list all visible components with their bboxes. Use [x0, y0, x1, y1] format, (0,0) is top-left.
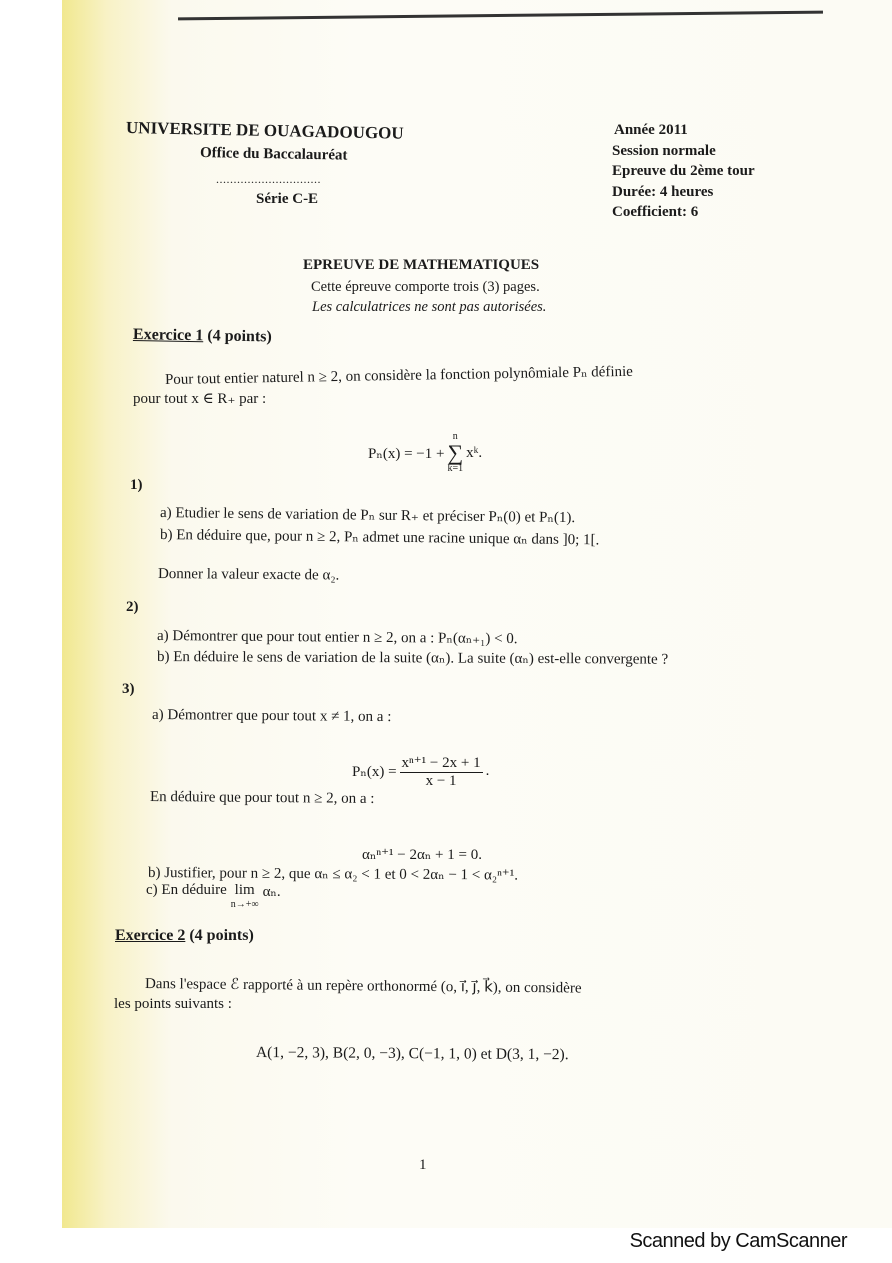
university-name: UNIVERSITE DE OUAGADOUGOU [125, 118, 404, 143]
question-1a: a) Etudier le sens de variation de Pₙ sur R₊ et préciser Pₙ(0) et Pₙ(1). [159, 505, 576, 527]
epreuve-tour: Epreuve du 2ème tour [612, 163, 755, 179]
page-number: 1 [419, 1157, 427, 1173]
pages-note: Cette épreuve comporte trois (3) pages. [311, 279, 540, 295]
question-3b: b) Justifier, pour n ≥ 2, que αₙ ≤ α₂ < 1 et 0 < 2αₙ − 1 < α₂ⁿ⁺¹. [147, 865, 519, 884]
q3-formula-denominator: x − 1 [425, 773, 457, 789]
polynomial-definition [368, 432, 482, 474]
alpha-equation: αₙⁿ⁺¹ − 2αₙ + 1 = 0. [362, 847, 482, 863]
scanned-page [62, 0, 892, 1228]
exercice2-points: (4 points) [189, 927, 254, 944]
office-name: Office du Baccalauréat [199, 145, 348, 164]
q3-formula-lhs: Pₙ(x) = [352, 764, 397, 780]
calculator-note: Les calculatrices ne sont pas autorisées. [312, 299, 547, 315]
exercice1-title: Exercice 1 [132, 326, 204, 345]
sum-symbol: ∑ [447, 440, 464, 465]
q3-formula-numerator: xⁿ⁺¹ − 2x + 1 [401, 755, 481, 771]
serie: Série C-E [256, 191, 319, 207]
exercice1-intro-line2: pour tout x ∈ R₊ par : [133, 391, 267, 407]
session: Session normale [612, 143, 716, 159]
question-3-deduce: En déduire que pour tout n ≥ 2, on a : [149, 789, 375, 807]
exercice1-points: (4 points) [207, 327, 272, 346]
exam-title: EPREUVE DE MATHEMATIQUES [303, 257, 540, 273]
points-list: A(1, −2, 3), B(2, 0, −3), C(−1, 1, 0) et D(3, 1, −2). [255, 1044, 569, 1064]
duree: Durée: 4 heures [612, 184, 714, 200]
question-3-label: 3) [122, 681, 135, 697]
sum-upper-bound: n [452, 431, 458, 442]
exercice2-intro-line1: Dans l'espace ℰ rapporté à un repère orthonormé (o, i⃗, j⃗, k⃗), on considère [144, 976, 582, 997]
exercice2-title: Exercice 2 [115, 927, 186, 944]
q3c-suffix: αₙ. [262, 884, 281, 900]
formula-lhs: Pₙ(x) = −1 + [368, 445, 445, 462]
exercice2-heading [115, 927, 254, 945]
scanner-watermark: Scanned by CamScanner [629, 1230, 847, 1252]
question-1b: b) En déduire que, pour n ≥ 2, Pₙ admet une racine unique αₙ dans ]0; 1[. [159, 527, 600, 549]
question-1-label: 1) [130, 477, 143, 493]
q3-formula-end: . [485, 763, 490, 779]
annee: Année 2011 [614, 122, 688, 138]
limit-subscript: n→+∞ [230, 898, 259, 910]
rational-form-formula [352, 753, 489, 790]
question-1c: Donner la valeur exacte de α₂. [157, 566, 340, 584]
exercice2-intro-line2: les points suivants : [114, 996, 232, 1012]
exercice1-intro-line1: Pour tout entier naturel n ≥ 2, on considère la fonction polynômiale Pₙ définie [164, 363, 634, 388]
coefficient: Coefficient: 6 [612, 204, 699, 220]
exercice1-heading [133, 326, 272, 346]
question-2b: b) En déduire le sens de variation de la suite (αₙ). La suite (αₙ) est-elle convergente ? [156, 649, 669, 668]
question-3a: a) Démontrer que pour tout x ≠ 1, on a : [151, 707, 392, 726]
question-3c [146, 882, 281, 910]
dotted-separator: .............................. [216, 172, 321, 186]
sum-lower-bound: k=1 [447, 463, 464, 474]
q3c-prefix: c) En déduire [146, 882, 227, 898]
limit-operator: lim [234, 882, 255, 898]
question-2a: a) Démontrer que pour tout entier n ≥ 2, on a : Pₙ(αₙ₊₁) < 0. [156, 628, 518, 648]
question-2-label: 2) [126, 599, 139, 615]
formula-term: xᵏ. [466, 444, 483, 461]
